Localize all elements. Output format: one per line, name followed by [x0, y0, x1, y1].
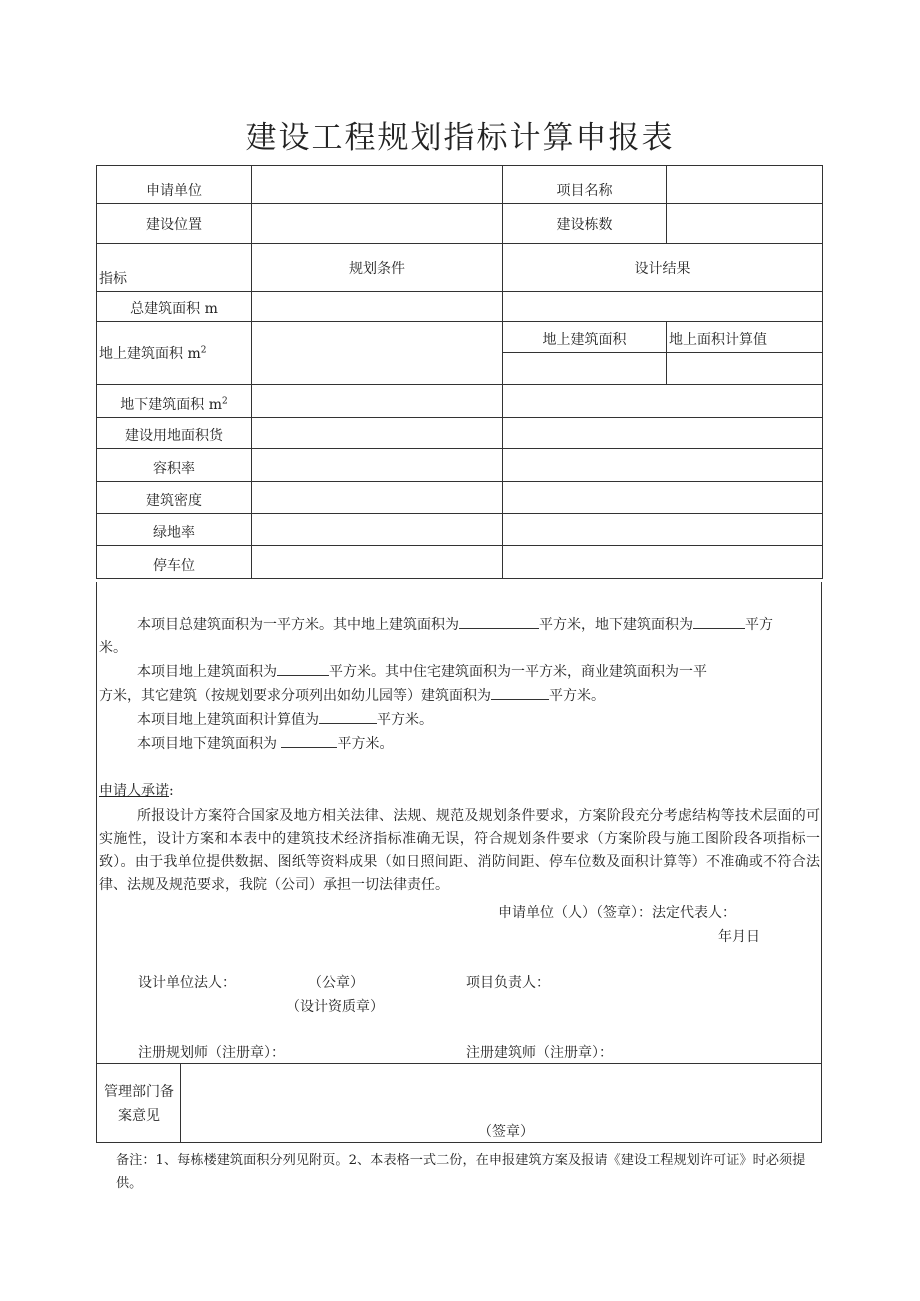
blank-above-area[interactable] — [459, 614, 539, 629]
plot-ratio-design[interactable] — [503, 449, 823, 482]
commitment-colon: : — [169, 783, 174, 799]
note-line-1: 备注：1、每栋楼建筑面积分列见附页。2、本表格一式二份，在申报建筑方案及报请《建设工程规划许可证》时必须提 — [116, 1153, 806, 1168]
commitment-heading — [99, 780, 174, 802]
design-results-header: 设计结果 — [503, 244, 823, 292]
statement-line-5 — [137, 733, 393, 755]
location-label: 建设位置 — [97, 204, 252, 244]
statement-line-5a: 本项目地下建筑面积为 — [137, 736, 277, 752]
blank-calc-area[interactable] — [319, 709, 377, 724]
blank-below-area[interactable] — [693, 614, 745, 629]
statement-line-1-wrap: 米。 — [99, 640, 127, 656]
statement-line-4 — [137, 709, 433, 731]
statement-line-1b: 平方米，地下建筑面积为 — [539, 617, 693, 633]
statement-line-4b: 平方米。 — [377, 712, 433, 728]
statement-line-1c: 平方 — [745, 617, 773, 633]
above-ground-calc-label: 地上面积计算值 — [667, 322, 823, 353]
qualification-seal-label: （设计资质章） — [286, 999, 384, 1015]
land-area-label: 建设用地面积货 — [97, 418, 252, 449]
statement-line-1 — [137, 614, 773, 636]
note-line-2: 供。 — [116, 1176, 143, 1191]
management-section — [96, 1063, 822, 1143]
above-ground-calc-value[interactable] — [667, 353, 823, 385]
project-name-field[interactable] — [667, 166, 823, 204]
statement-line-2 — [137, 661, 707, 683]
indicator-table — [96, 165, 823, 579]
project-lead-label: 项目负责人： — [466, 975, 550, 991]
management-seal: （签章） — [478, 1124, 534, 1140]
statement-line-2a: 本项目地上建筑面积为 — [137, 664, 277, 680]
building-density-planning[interactable] — [252, 482, 503, 514]
plot-ratio-label: 容积率 — [97, 449, 252, 482]
building-count-field[interactable] — [667, 204, 823, 244]
design-legal-label: 设计单位法人： — [138, 975, 236, 991]
statement-line-3b: 平方米。 — [549, 688, 605, 704]
above-ground-area-label — [97, 322, 252, 385]
above-ground-area-sub-label: 地上建筑面积 — [503, 322, 667, 353]
parking-design[interactable] — [503, 546, 823, 579]
location-field[interactable] — [252, 204, 503, 244]
green-rate-label: 绿地率 — [97, 514, 252, 546]
planner-label: 注册规划师（注册章）： — [138, 1045, 285, 1061]
below-ground-area-sup: 2 — [222, 396, 228, 407]
management-label: 管理部门备案意见 — [104, 1084, 174, 1124]
design-seal-label: （公章） — [308, 975, 364, 991]
below-ground-area-text: 地下建筑面积 m — [120, 397, 222, 413]
parking-label: 停车位 — [97, 546, 252, 579]
applicant-unit-label: 申请单位 — [97, 166, 252, 204]
plot-ratio-planning[interactable] — [252, 449, 503, 482]
commitment-body: 所报设计方案符合国家及地方相关法律、法规、规范及规划条件要求，方案阶段充分考虑结构等技术层面的可实施性，设计方案和本表中的建筑技术经济指标准确无误，符合规划条件要求（方案阶段与施工图阶段各项指标一致）。由于我单位提供数据、图纸等资料成果（如日照间距、消防间距、停车位数及面积计算等）不准确或不符合法律、法规及规范要求，我院（公司）承担一切法律责任。 — [99, 808, 820, 893]
form-title: 建设工程规划指标计算申报表 — [245, 120, 675, 156]
green-rate-design[interactable] — [503, 514, 823, 546]
statement-line-2b: 平方米。其中住宅建筑面积为一平方米，商业建筑面积为一平 — [329, 664, 707, 680]
statement-line-5b: 平方米。 — [337, 736, 394, 752]
project-name-label: 项目名称 — [503, 166, 667, 204]
commitment-heading-text: 申请人承诺 — [99, 783, 169, 799]
blank-above-area-2[interactable] — [277, 661, 329, 676]
above-ground-area-value[interactable] — [503, 353, 667, 385]
land-area-planning[interactable] — [252, 418, 503, 449]
statement-line-3 — [99, 685, 605, 707]
green-rate-planning[interactable] — [252, 514, 503, 546]
land-area-design[interactable] — [503, 418, 823, 449]
building-density-label: 建筑密度 — [97, 482, 252, 514]
architect-label: 注册建筑师（注册章）： — [466, 1045, 613, 1061]
total-area-label — [97, 292, 252, 322]
parking-planning[interactable] — [252, 546, 503, 579]
total-area-design[interactable] — [503, 292, 823, 322]
blank-below-area-2[interactable] — [281, 733, 337, 748]
statement-line-3a: 方米，其它建筑（按规划要求分项列出如幼儿园等）建筑面积为 — [99, 688, 491, 704]
building-density-design[interactable] — [503, 482, 823, 514]
statement-line-4a: 本项目地上建筑面积计算值为 — [137, 712, 319, 728]
sign-date: 年月日 — [718, 929, 760, 945]
below-ground-area-design[interactable] — [503, 385, 823, 418]
applicant-unit-field[interactable] — [252, 166, 503, 204]
statement-line-1a: 本项目总建筑面积为一平方米。其中地上建筑面积为 — [137, 617, 459, 633]
below-ground-area-planning[interactable] — [252, 385, 503, 418]
above-ground-area-sup: 2 — [200, 345, 207, 356]
applicant-sign-line: 申请单位（人）（签章）：法定代表人： — [498, 905, 736, 921]
total-area-text: 总建筑面积 m — [130, 301, 218, 317]
indicator-header: 指标 — [97, 244, 252, 292]
blank-other-area[interactable] — [491, 685, 549, 700]
total-area-planning[interactable] — [252, 292, 503, 322]
below-ground-area-label — [97, 385, 252, 418]
planning-conditions-header: 规划条件 — [252, 244, 503, 292]
management-divider — [180, 1063, 181, 1143]
above-ground-area-text: 地上建筑面积 m — [99, 346, 201, 362]
above-ground-area-planning[interactable] — [252, 322, 503, 385]
building-count-label: 建设栋数 — [503, 204, 667, 244]
